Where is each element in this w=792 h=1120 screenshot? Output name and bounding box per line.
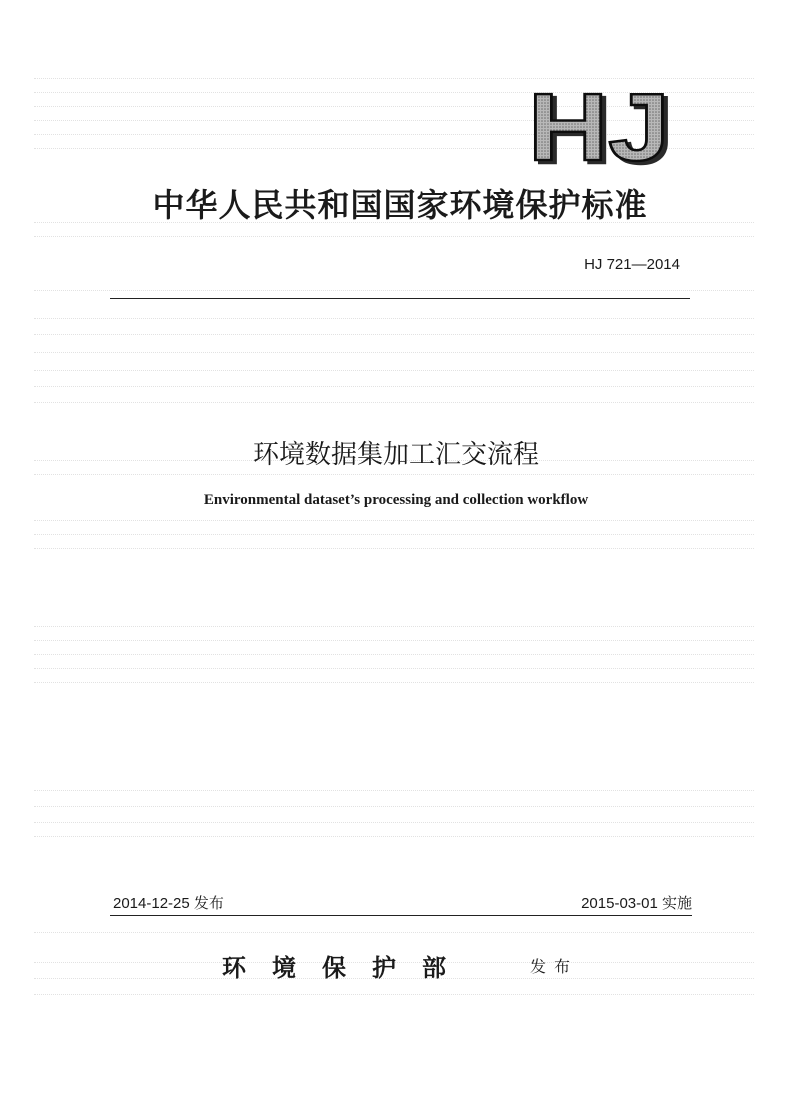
header-divider	[110, 298, 690, 299]
document-title-chinese: 环境数据集加工汇交流程	[252, 440, 539, 470]
publish-label: 发布	[530, 957, 579, 976]
standard-number: HJ 721—2014	[584, 256, 680, 273]
implementation-date: 2015-03-01 实施	[581, 895, 692, 912]
hj-logo	[526, 84, 676, 168]
footer-divider	[110, 915, 692, 916]
standard-title: 中华人民共和国国家环境保护标准	[152, 186, 648, 224]
publisher-name: 环境保护部	[222, 953, 472, 982]
issue-date: 2014-12-25 发布	[113, 895, 224, 912]
document-title-english: Environmental dataset’s processing and collection workflow	[203, 492, 589, 508]
hj-logo-text: HJ	[528, 84, 670, 168]
